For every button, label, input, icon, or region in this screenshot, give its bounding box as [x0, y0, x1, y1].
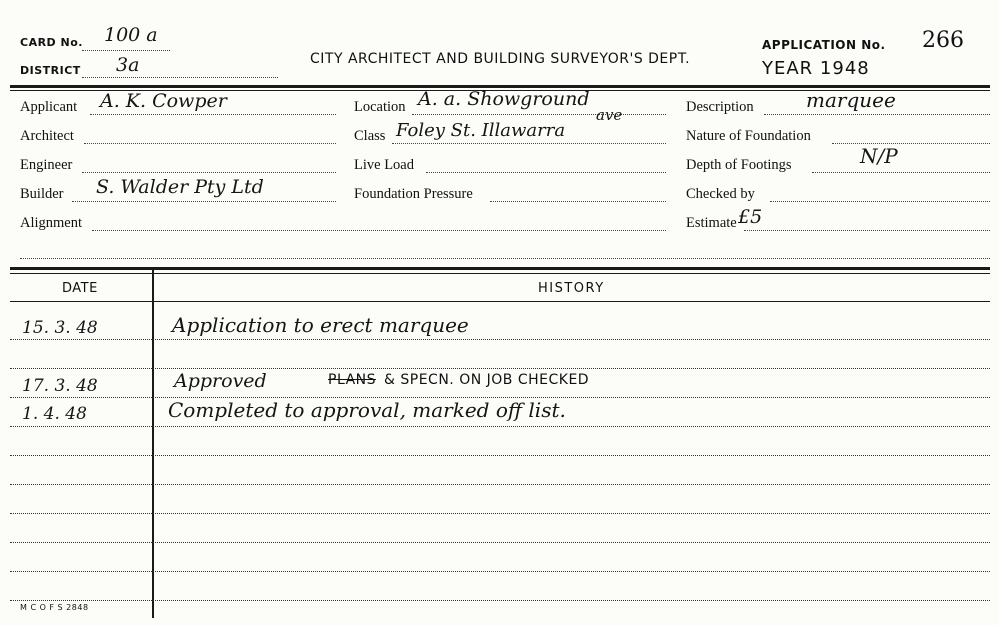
applicant-label: Applicant [20, 99, 78, 115]
ruled-line [10, 571, 990, 572]
description-line [764, 114, 990, 115]
ruled-line [10, 484, 990, 485]
depth-of-footings-label: Depth of Footings [686, 157, 792, 173]
department-title: CITY ARCHITECT AND BUILDING SURVEYOR'S DEPT. [310, 51, 691, 67]
ruled-line [10, 513, 990, 514]
builder-label: Builder [20, 186, 64, 202]
entry-2-stamp-struck: PLANS [328, 372, 376, 388]
district-label: DISTRICT [20, 64, 81, 77]
builder-value: S. Walder Pty Ltd [96, 176, 264, 198]
entry-1-text: Application to erect marquee [172, 313, 469, 337]
location-line [412, 114, 666, 115]
live-load-line [426, 172, 666, 173]
depth-of-footings-value: N/P [860, 144, 898, 168]
location-label: Location [354, 99, 406, 115]
nature-of-foundation-line [832, 143, 990, 144]
depth-of-footings-line [812, 172, 990, 173]
ruled-line [10, 368, 990, 369]
card-no-label: CARD No. [20, 36, 83, 49]
ruled-line [10, 542, 990, 543]
form-code: M C O F S 2848 [20, 603, 89, 612]
foundation-pressure-line [490, 201, 666, 202]
architect-label: Architect [20, 128, 74, 144]
application-no-label: APPLICATION No. [762, 38, 886, 52]
class-line [392, 143, 666, 144]
district-value: 3a [116, 54, 140, 76]
table-header-rule [10, 301, 990, 302]
ruled-line [10, 600, 990, 601]
location-value: A. a. Showground [418, 88, 590, 110]
builder-line [72, 201, 336, 202]
live-load-label: Live Load [354, 157, 414, 173]
entry-2-date: 17. 3. 48 [22, 376, 98, 396]
entry-1-date: 15. 3. 48 [22, 318, 98, 338]
class-label: Class [354, 128, 386, 144]
ruled-line [10, 426, 990, 427]
entry-2-text: Approved [174, 370, 267, 392]
engineer-line [82, 172, 336, 173]
applicant-value: A. K. Cowper [100, 90, 227, 112]
entry-3-text: Completed to approval, marked off list. [168, 398, 566, 422]
card-no-line [82, 50, 170, 51]
ruled-line [10, 339, 990, 340]
history-header: HISTORY [538, 281, 605, 296]
foundation-pressure-label: Foundation Pressure [354, 186, 473, 202]
checked-by-line [770, 201, 990, 202]
ruled-line [10, 455, 990, 456]
checked-by-label: Checked by [686, 186, 755, 202]
class-value: Foley St. Illawarra [396, 120, 566, 141]
description-label: Description [686, 99, 754, 115]
card-no-value: 100 a [104, 24, 158, 46]
estimate-line [744, 230, 990, 231]
application-no-value: 266 [922, 28, 964, 53]
engineer-label: Engineer [20, 157, 73, 173]
architect-line [84, 143, 336, 144]
class-value-extra: ave [596, 106, 623, 124]
details-blank-line [20, 258, 990, 259]
description-value: marquee [806, 88, 896, 112]
year-label: YEAR 1948 [762, 58, 870, 79]
entry-2-stamp: & SPECN. ON JOB CHECKED [384, 372, 590, 388]
district-line [82, 77, 278, 78]
applicant-line [90, 114, 336, 115]
entry-3-date: 1. 4. 48 [22, 404, 87, 424]
estimate-label: Estimate [686, 215, 737, 231]
table-top-rule-thin [10, 273, 990, 274]
date-header: DATE [62, 281, 98, 296]
estimate-value: £5 [738, 206, 763, 228]
table-top-rule [10, 267, 990, 270]
date-column-divider [152, 270, 154, 618]
alignment-line [92, 230, 666, 231]
nature-of-foundation-label: Nature of Foundation [686, 128, 811, 144]
alignment-label: Alignment [20, 215, 83, 231]
